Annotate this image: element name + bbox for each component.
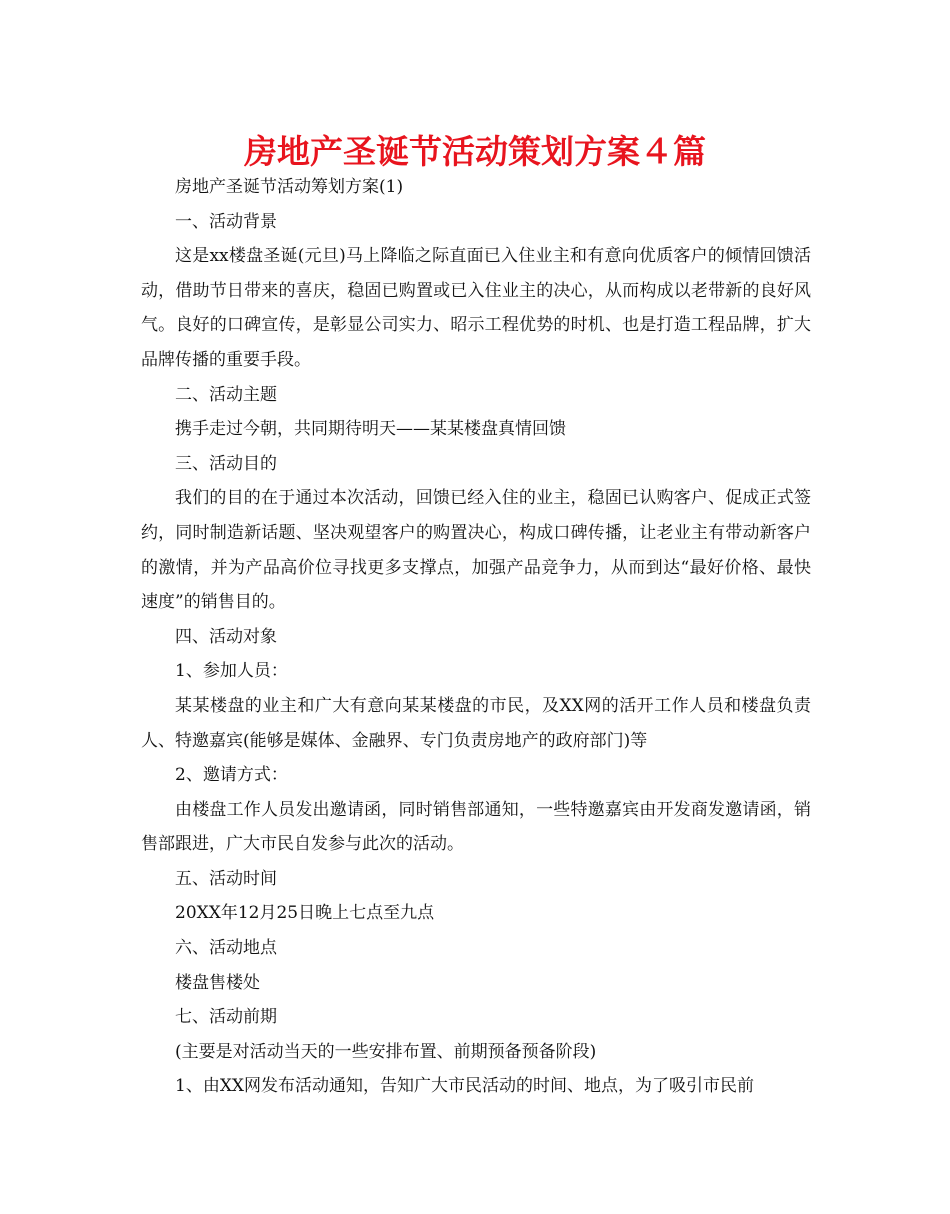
section-heading-theme: 二、活动主题 xyxy=(175,384,277,405)
paragraph-preparation-step-1: 1、由XX网发布活动通知，告知广大市民活动的时间、地点，为了吸引市民前 xyxy=(175,1076,755,1097)
section-heading-time: 五、活动时间 xyxy=(175,868,277,889)
paragraph-purpose: 我们的目的在于通过本次活动，回馈已经入住的业主，稳固已认购客户、促成正式签约，同时制造新话题、坚决观望客户的购置决心，构成口碑传播，让老业主有带动新客户的激情，并为产品高价位寻找更多支撑点，加强产品竞争力，从而到达“最好价格、最快速度”的销售目的。 xyxy=(141,488,811,613)
document-title: 房地产圣诞节活动策划方案４篇 xyxy=(244,132,706,171)
subtitle-line: 房地产圣诞节活动筹划方案(1) xyxy=(175,177,404,197)
paragraph-time: 20XX年12月25日晚上七点至九点 xyxy=(175,903,435,924)
paragraph-invitation: 由楼盘工作人员发出邀请函，同时销售部通知，一些特邀嘉宾由开发商发邀请函，销售部跟进，广大市民自发参与此次的活动。 xyxy=(141,799,811,855)
paragraph-theme: 携手走过今朝，共同期待明天——某某楼盘真情回馈 xyxy=(175,419,566,440)
section-heading-location: 六、活动地点 xyxy=(175,938,277,959)
paragraph-participants: 某某楼盘的业主和广大有意向某某楼盘的市民，及XX网的活开工作人员和楼盘负责人、特邀嘉宾(能够是媒体、金融界、专门负责房地产的政府部门)等 xyxy=(141,695,811,751)
section-heading-background: 一、活动背景 xyxy=(175,211,277,232)
document-body xyxy=(141,170,811,1104)
section-heading-preparation: 七、活动前期 xyxy=(175,1007,277,1028)
subheading-invitation: 2、邀请方式： xyxy=(175,765,288,786)
section-heading-audience: 四、活动对象 xyxy=(175,626,277,647)
paragraph-preparation-note: (主要是对活动当天的一些安排布置、前期预备预备阶段) xyxy=(175,1041,597,1062)
section-heading-purpose: 三、活动目的 xyxy=(175,453,277,474)
paragraph-location: 楼盘售楼处 xyxy=(175,972,260,993)
paragraph-background: 这是xx楼盘圣诞(元旦)马上降临之际直面已入住业主和有意向优质客户的倾情回馈活动，借助节日带来的喜庆，稳固已购置或已入住业主的决心，从而构成以老带新的良好风气。良好的口碑宣传，是彰显公司实力、昭示工程优势的时机、也是打造工程品牌，扩大品牌传播的重要手段。 xyxy=(141,246,811,370)
subheading-participants: 1、参加人员： xyxy=(175,661,288,682)
